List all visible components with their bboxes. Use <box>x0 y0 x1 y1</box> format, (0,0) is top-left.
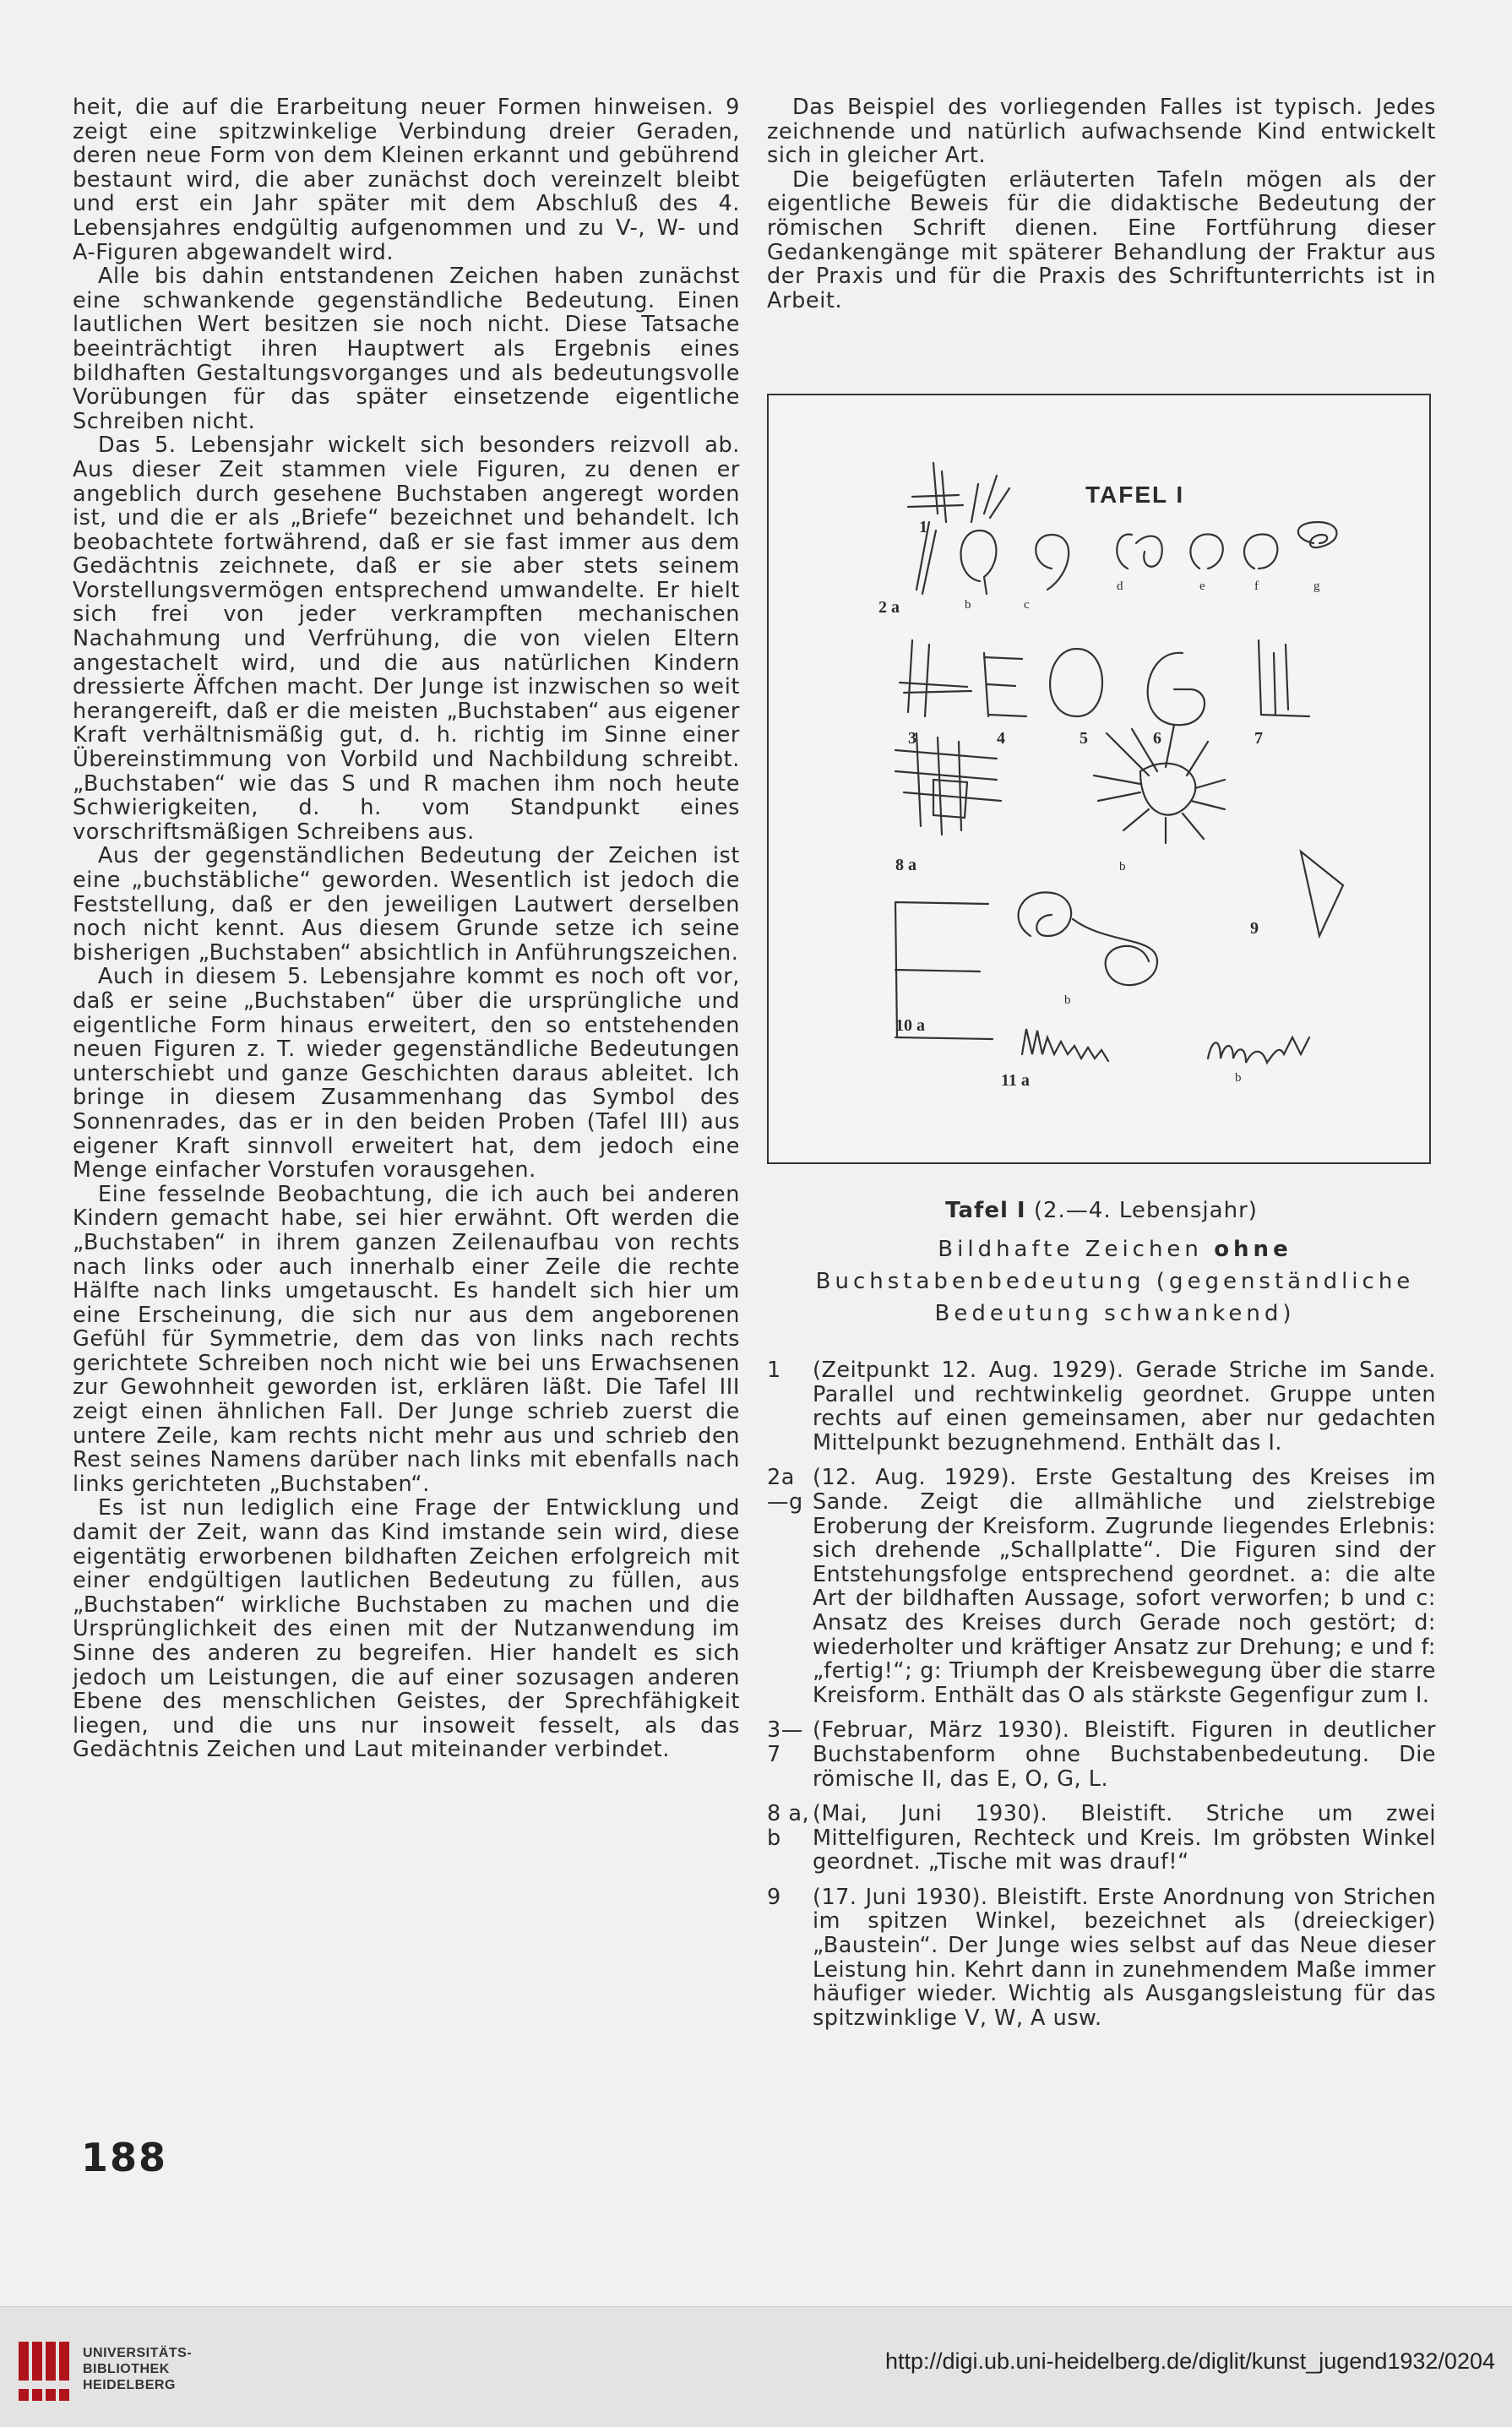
source-url-link[interactable]: http://digi.ub.uni-heidelberg.de/diglit/kunst_jugend1932/0204 <box>884 2348 1495 2374</box>
label-2c: c <box>1024 598 1030 612</box>
caption-sub-part: Buchstabenbedeutung (gegenständliche Bedeutung schwankend) <box>815 1269 1415 1326</box>
label-10b: b <box>1064 993 1071 1007</box>
entry-number: 9 <box>767 1884 781 1910</box>
paragraph: Aus der gegenständlichen Bedeutung der Zeichen ist eine „buchstäbliche“ geworden. Wesentlich ist jedoch die Feststellung, daß er den jeweiligen Lautwert derselben noch nicht kennt. Aus diesem Grunde setze ich seine bisherigen „Buchstaben“ absichtlich in Anführungszeichen. <box>73 843 740 966</box>
plate-illustration <box>767 394 1431 1164</box>
entry-text: (Mai, Juni 1930). Bleistift. Striche um zwei Mittelfiguren, Rechteck und Kreis. Im gröbsten Winkel geordnet. „Tische mit was drauf!“ <box>813 1801 1436 1875</box>
caption-sub-part: Bildhafte Zeichen <box>938 1237 1215 1262</box>
plate-labels <box>769 395 1429 1162</box>
label-2a: 2 a <box>878 598 900 617</box>
library-name-line: HEIDELBERG <box>83 2378 176 2392</box>
label-11a: 11 a <box>1001 1071 1030 1090</box>
label-11b: b <box>1235 1071 1242 1085</box>
label-2f: f <box>1254 580 1259 593</box>
label-2b: b <box>965 598 971 612</box>
library-logo-icon <box>19 2342 78 2401</box>
caption-plate-name: Tafel I <box>945 1198 1026 1223</box>
label-3: 3 <box>908 729 916 748</box>
library-name-line: BIBLIOTHEK <box>83 2362 170 2376</box>
paragraph: Auch in diesem 5. Lebensjahre kommt es noch oft vor, daß er seine „Buchstaben“ über die ursprüngliche und eigentliche Form hinaus erweitert, den so entstehenden neuen Figuren z. T. wieder gegenständliche Bedeutungen unterschiebt und ganze Geschichten daraus ableitet. Ich bringe in diesem Zusammenhang das Symbol des Sonnenrades, das er in den beiden Proben (Tafel III) aus eigener Kraft sinnvoll erweitert hat, dem jedoch eine Menge einfacher Vorstufen vorausgehen. <box>73 964 740 1184</box>
entry-number: 1 <box>767 1358 781 1383</box>
paragraph: Das 5. Lebensjahr wickelt sich besonders reizvoll ab. Aus dieser Zeit stammen viele Figuren, zu denen er angeblich durch gesehene Buchstaben angeregt worden ist, und die er als „Briefe“ bezeichnet und behandelt. Ich beobachtete fortwährend, daß er sie fast immer aus dem Gedächtnis zeichnete, daß er sie aber stets seinem Vorstellungsvermögen entsprechend umwandelte. Er hielt sich frei von jeder verkrampften mechanischen Nachahmung und Verfrühung, die von vielen Eltern angestachelt wird, und die aus natürlichen Kindern dressierte Äffchen macht. Der Junge ist inzwischen so weit herangereift, daß er die meisten „Buchstaben“ aus eigener Kraft verhältnismäßig gut, d. h. richtig im Sinne einer Übereinstimmung von Vorbild und Nachbildung schreibt. „Buchstaben“ wie das S und R machen ihm noch heute Schwierigkeiten, d. h. vom Standpunkt eines vorschriftsmäßigen Schreibens aus. <box>73 433 740 845</box>
label-8b: b <box>1119 860 1126 873</box>
entry-number: 3—7 <box>767 1717 803 1767</box>
library-name <box>83 2345 192 2393</box>
entry-text: (12. Aug. 1929). Erste Gestaltung des Kreises im Sande. Zeigt die allmähliche und zielstrebige Eroberung der Kreisform. Zugrunde liegendes Erlebnis: sich drehende „Schallplatte“. Die Figuren sind der Entstehungsfolge entsprechend geordnet. a: die alte Art der bildhaften Aussage, sofort verworfen; b und c: Ansatz des Kreises durch Gerade noch gestört; d: wiederholter und kräftiger Ansatz zur Drehung; e und f: „fertig!“; g: Triumph der Kreisbewegung über die starre Kreisform. Enthält das O als stärkste Gegenfigur zum I. <box>813 1465 1436 1708</box>
label-2g: g <box>1313 580 1320 593</box>
label-2d: d <box>1117 580 1123 593</box>
paragraph: Eine fesselnde Beobachtung, die ich auch bei anderen Kindern gemacht habe, sei hier erwähnt. Oft werden die „Buchstaben“ in ihrem ganzen Zeilenaufbau von rechts nach links oder auch innerhalb einer Zeile die rechte Hälfte nach links umgetauscht. Es handelt sich hier um eine Erscheinung, die sich nur aus dem angeborenen Gefühl für Symmetrie, dem das von links nach rechts gerichtete Schreiben noch nicht wie bei uns Erwachsenen zur Gewohnheit geworden ist, erklären läßt. Die Tafel III zeigt einen ähnlichen Fall. Der Junge schrieb zuerst die untere Zeile, kam rechts nicht mehr aus und schrieb den Rest seines Namens darüber nach links mit ebenfalls nach links gerichteten „Buchstaben“. <box>73 1181 740 1497</box>
label-8a: 8 a <box>895 856 916 874</box>
paragraph: Alle bis dahin entstandenen Zeichen haben zunächst eine schwankende gegenständliche Bedeutung. Einen lautlichen Wert besitzen sie noch nicht. Diese Tatsache beeinträchtigt ihren Hauptwert als Ergebnis eines bildhaften Gestaltungsvorganges und als bedeutungsvolle Vorübungen für das später einsetzende eigentliche Schreiben nicht. <box>73 264 740 434</box>
entry-number: 2a—g <box>767 1465 803 1515</box>
entry-item <box>767 1886 1436 2031</box>
paragraph: Die beigefügten erläuterten Tafeln mögen als der eigentliche Beweis für die didaktische Bedeutung der römischen Schrift dienen. Eine Fortführung dieser Gedankengänge mit späterer Behandlung der Fraktur aus der Praxis und für die Praxis des Schriftunterrichts ist in Arbeit. <box>767 166 1436 313</box>
entry-text: (17. Juni 1930). Bleistift. Erste Anordnung von Strichen im spitzen Winkel, bezeichnet als (dreieckiger) „Baustein“. Der Junge wies selbst auf das Neue dieser Leistung hin. Kehrt dann in zunehmendem Maße immer häufiger wieder. Wichtig als Ausgangsleistung für das spitzwinklige V, W, A usw. <box>813 1884 1436 2031</box>
label-7: 7 <box>1254 729 1263 748</box>
label-2e: e <box>1199 580 1205 593</box>
left-text-column <box>73 95 740 1762</box>
plate-caption-title <box>767 1198 1436 1223</box>
label-9: 9 <box>1250 919 1259 938</box>
label-1: 1 <box>919 518 927 536</box>
entry-item <box>767 1802 1436 1875</box>
right-text-column <box>767 95 1436 313</box>
caption-sub-emphasis: ohne <box>1214 1237 1292 1262</box>
library-name-line: UNIVERSITÄTS- <box>83 2346 193 2360</box>
paragraph: heit, die auf die Erarbeitung neuer Formen hinweisen. 9 zeigt eine spitzwinkelige Verbindung dreier Geraden, deren neue Form von dem Kleinen erkannt und gebührend bestaunt wird, die aber zunächst doch vereinzelt bleibt und erst ein Jahr später mit dem Abschluß des 4. Lebensjahres endgültig aufgenommen und zu V-, W- und A-Figuren abgewandelt wird. <box>73 95 740 265</box>
paragraph: Das Beispiel des vorliegenden Falles ist typisch. Jedes zeichnende und natürlich aufwachsende Kind entwickelt sich in gleicher Art. <box>767 95 1436 169</box>
plate-title: TAFEL I <box>1085 482 1185 508</box>
label-5: 5 <box>1080 729 1088 748</box>
page-number: 188 <box>81 2135 168 2180</box>
entry-text: (Februar, März 1930). Bleistift. Figuren in deutlicher Buchstabenform ohne Buchstabenbedeutung. Die römische II, das E, O, G, L. <box>813 1717 1436 1792</box>
entry-item <box>767 1358 1436 1455</box>
entry-item <box>767 1466 1436 1707</box>
paragraph: Es ist nun lediglich eine Frage der Entwicklung und damit der Zeit, wann das Kind imstande sein wird, diese eigentätig erworbenen bildhaften Zeichen erfolgreich mit einer endgültigen lautlichen Bedeutung zu füllen, aus „Buchstaben“ wirkliche Buchstaben zu machen und die Ursprünglichkeit des einen mit der Nutzanwendung im Sinne des anderen zu begreifen. Hier handelt es sich jedoch um Leistungen, die auf einer sozusagen anderen Ebene des menschlichen Geistes, der Sprechfähigkeit liegen, und die uns nur insoweit fesselt, als das Gedächtnis Zeichen und Laut miteinander verbindet. <box>73 1495 740 1763</box>
label-6: 6 <box>1153 729 1161 748</box>
entry-number: 8 a, b <box>767 1801 810 1851</box>
caption-age-range: (2.—4. Lebensjahr) <box>1025 1198 1258 1223</box>
label-4: 4 <box>997 729 1005 748</box>
entry-item <box>767 1718 1436 1791</box>
label-10a: 10 a <box>895 1016 925 1035</box>
entry-text: (Zeitpunkt 12. Aug. 1929). Gerade Striche im Sande. Parallel und rechtwinkelig geordnet. Gruppe unten rechts auf einen gemeinsamen, aber nur gedachten Mittelpunkt bezugnehmend. Enthält das I. <box>813 1358 1436 1456</box>
plate-entries <box>767 1358 1436 2041</box>
plate-caption-subtitle <box>794 1233 1436 1330</box>
